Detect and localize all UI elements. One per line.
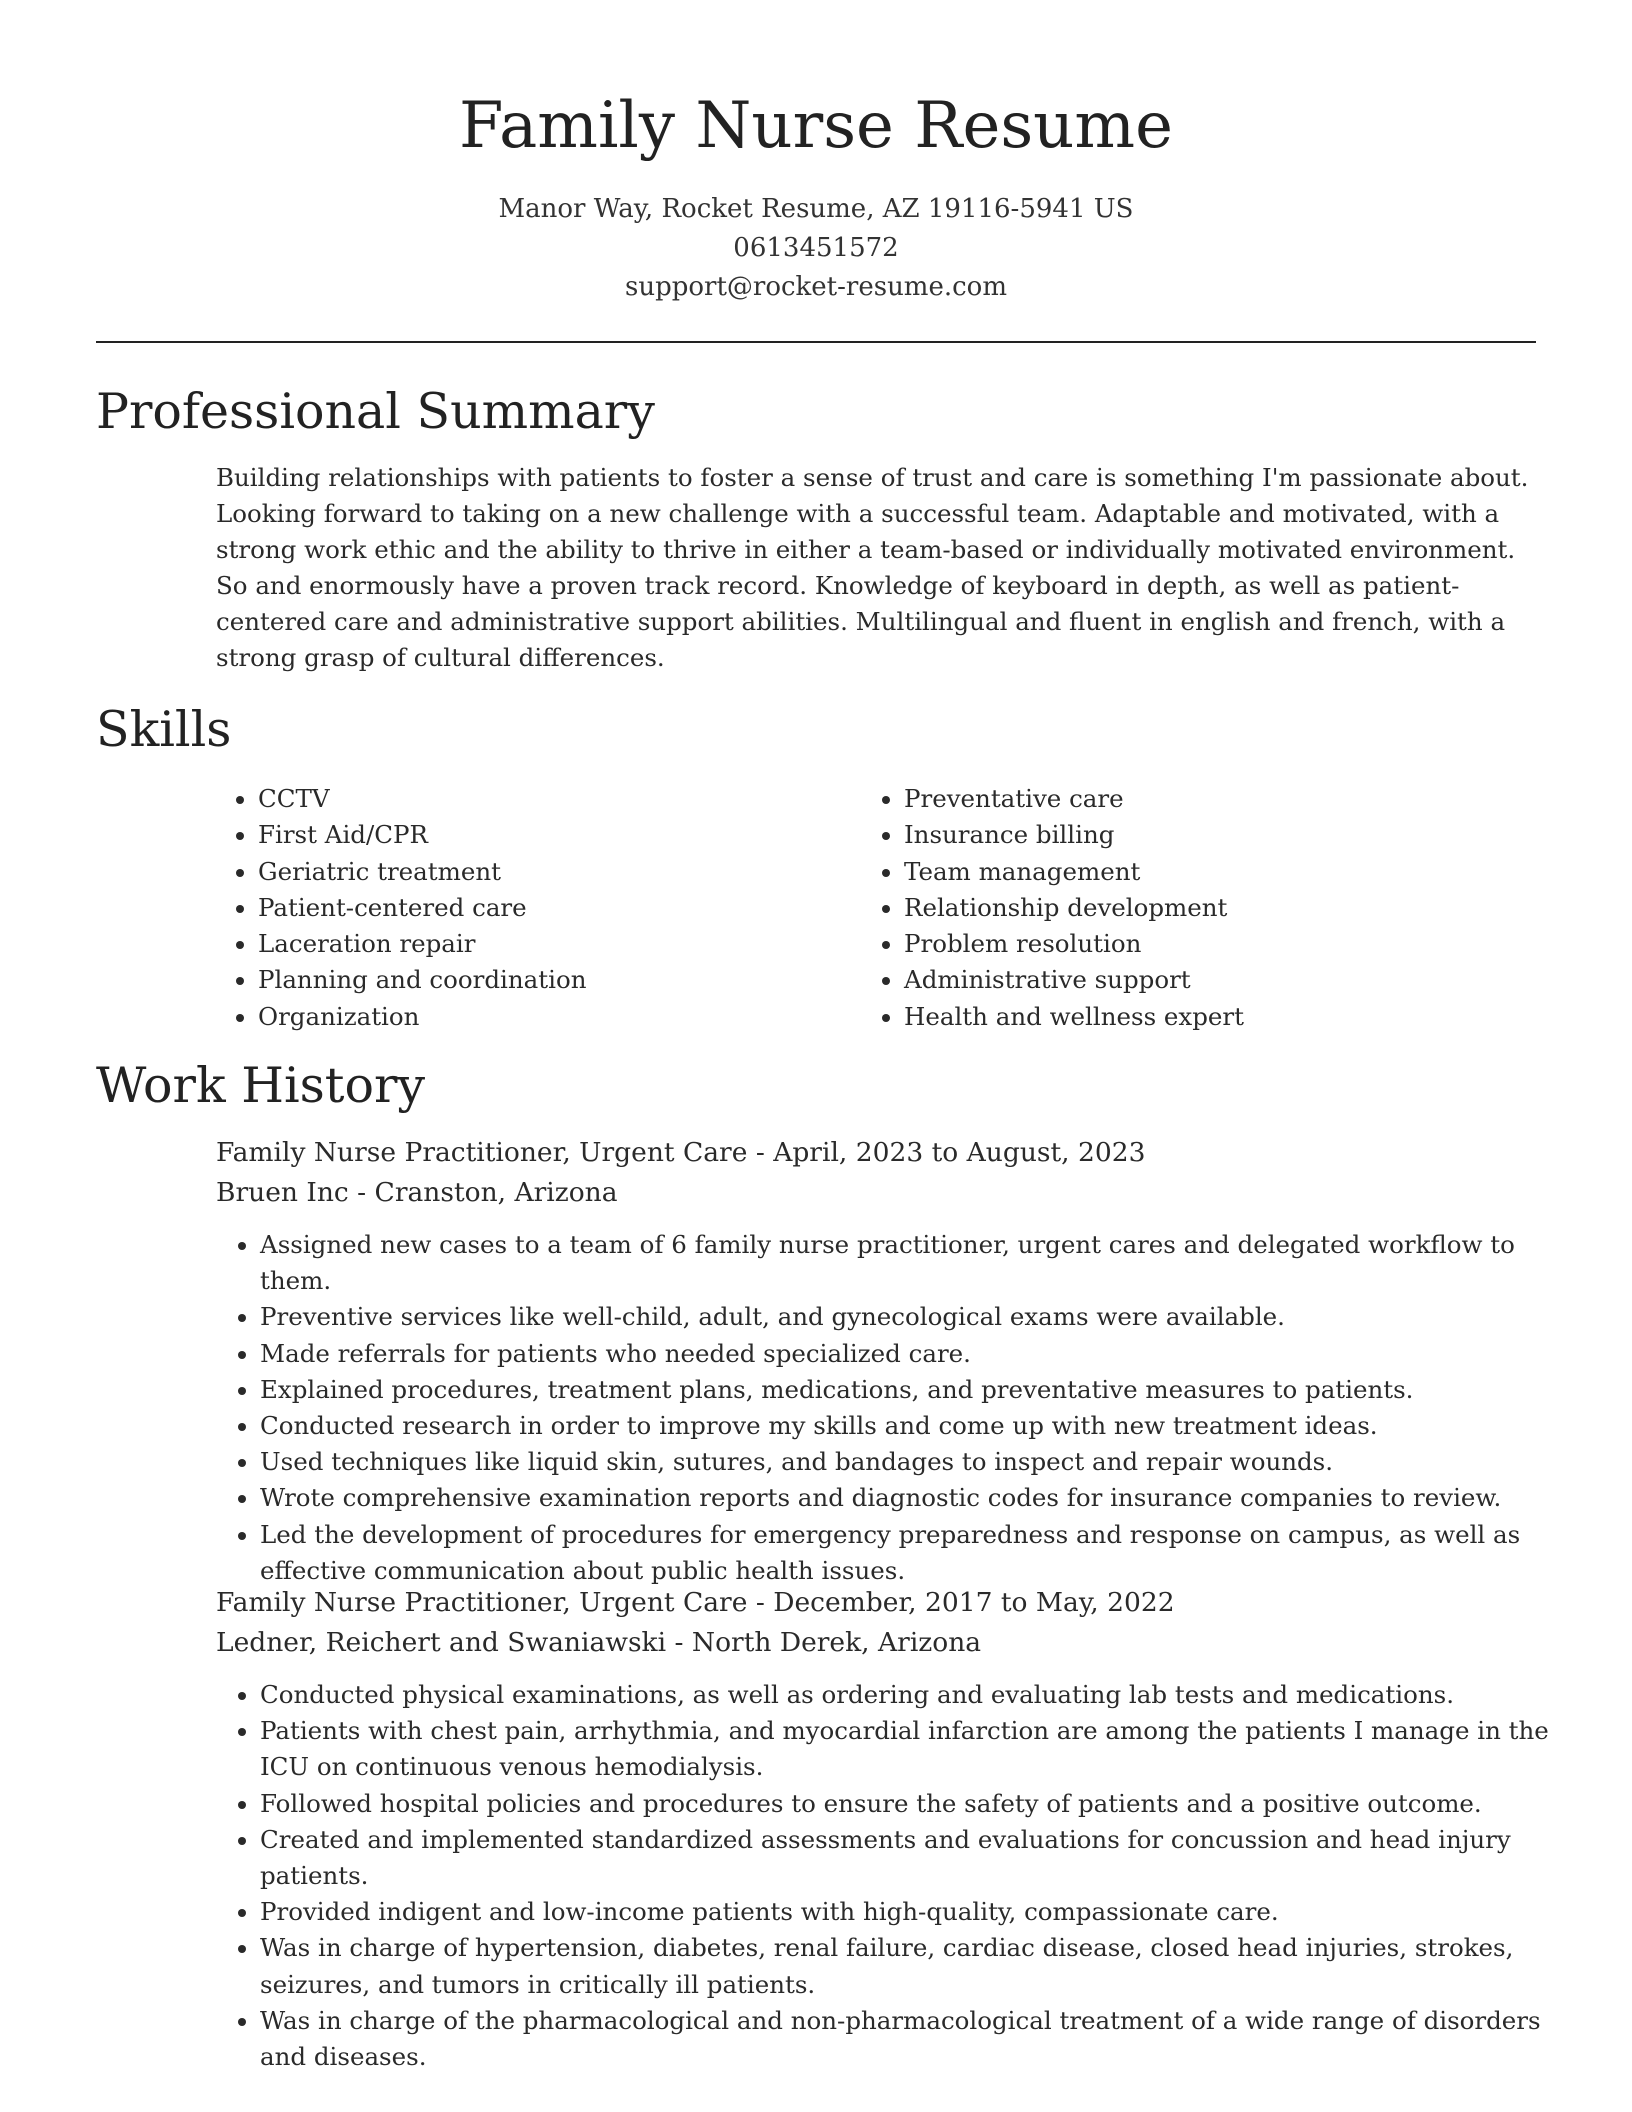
skill-item: • First Aid/CPR [258, 817, 586, 853]
job-2-bullets [216, 1677, 1590, 2075]
job-bullet: • Made referrals for patients who needed specialized care. [260, 1336, 1590, 1372]
summary-heading: Professional Summary [96, 383, 655, 440]
skill-item: • Problem resolution [904, 926, 1244, 962]
skill-item: • Team management [904, 854, 1244, 890]
job-bullet: • Created and implemented standardized assessments and evaluations for concussion and head injury patients. [260, 1822, 1590, 1894]
job-bullet: • Conducted physical examinations, as well as ordering and evaluating lab tests and medications. [260, 1677, 1590, 1713]
job-2-company: Ledner, Reichert and Swaniawski - North Derek, Arizona [216, 1627, 982, 1658]
job-1-title: Family Nurse Practitioner, Urgent Care - April, 2023 to August, 2023 [216, 1137, 1146, 1168]
skill-item: • Insurance billing [904, 817, 1244, 853]
contact-email: support@rocket-resume.com [624, 272, 1007, 302]
job-bullet: • Was in charge of the pharmacological and non-pharmacological treatment of a wide range of disorders and diseases. [260, 2003, 1590, 2075]
skills-list-left [214, 781, 586, 1035]
resume-title: Family Nurse Resume [459, 89, 1173, 163]
skill-item: • Geriatric treatment [258, 854, 586, 890]
skill-item: • Health and wellness expert [904, 999, 1244, 1035]
job-1-company: Bruen Inc - Cranston, Arizona [216, 1177, 618, 1208]
job-bullet: • Preventive services like well-child, adult, and gynecological exams were available. [260, 1299, 1590, 1335]
job-bullet: • Was in charge of hypertension, diabetes, renal failure, cardiac disease, closed head injuries, strokes, seizures, and tumors in critically ill patients. [260, 1930, 1590, 2002]
skill-item: • Relationship development [904, 890, 1244, 926]
skills-heading: Skills [96, 701, 232, 758]
job-1-bullets [216, 1227, 1590, 1589]
work-history-heading: Work History [96, 1057, 426, 1114]
skill-item: • Planning and coordination [258, 962, 586, 998]
skill-item: • Patient-centered care [258, 890, 586, 926]
job-bullet: • Led the development of procedures for emergency preparedness and response on campus, as well as effective communication about public health issues. [260, 1517, 1590, 1589]
skill-item: • Organization [258, 999, 586, 1035]
job-bullet: • Provided indigent and low-income patients with high-quality, compassionate care. [260, 1894, 1590, 1930]
job-bullet: • Explained procedures, treatment plans, medications, and preventative measures to patients. [260, 1372, 1590, 1408]
header-divider [96, 341, 1536, 343]
skills-list-right [860, 781, 1244, 1035]
job-bullet: • Used techniques like liquid skin, sutures, and bandages to inspect and repair wounds. [260, 1444, 1590, 1480]
skill-item: • Laceration repair [258, 926, 586, 962]
skill-item: • CCTV [258, 781, 586, 817]
job-bullet: • Patients with chest pain, arrhythmia, and myocardial infarction are among the patients I manage in the ICU on continuous venous hemodialysis. [260, 1713, 1590, 1785]
contact-block [0, 190, 1632, 307]
job-bullet: • Assigned new cases to a team of 6 family nurse practitioner, urgent cares and delegated workflow to them. [260, 1227, 1590, 1299]
job-bullet: • Wrote comprehensive examination reports and diagnostic codes for insurance companies to review. [260, 1480, 1590, 1516]
job-bullet: • Conducted research in order to improve my skills and come up with new treatment ideas. [260, 1408, 1590, 1444]
skill-item: • Administrative support [904, 962, 1244, 998]
summary-text: Building relationships with patients to foster a sense of trust and care is something I'm passionate about. Looking forward to taking on a new challenge with a successful team. Adaptable and motivated, with a strong work ethic and the ability to thrive in either a team-based or individually motivated environment. So and enormously have a proven track record. Knowledge of keyboard in depth, as well as patient-centered care and administrative support abilities. Multilingual and fluent in english and french, with a strong grasp of cultural differences. [216, 463, 1529, 672]
job-bullet: • Followed hospital policies and procedures to ensure the safety of patients and a positive outcome. [260, 1786, 1590, 1822]
contact-phone: 0613451572 [733, 233, 899, 263]
contact-address: Manor Way, Rocket Resume, AZ 19116-5941 US [498, 194, 1134, 224]
skill-item: • Preventative care [904, 781, 1244, 817]
job-2-title: Family Nurse Practitioner, Urgent Care - December, 2017 to May, 2022 [216, 1587, 1175, 1618]
